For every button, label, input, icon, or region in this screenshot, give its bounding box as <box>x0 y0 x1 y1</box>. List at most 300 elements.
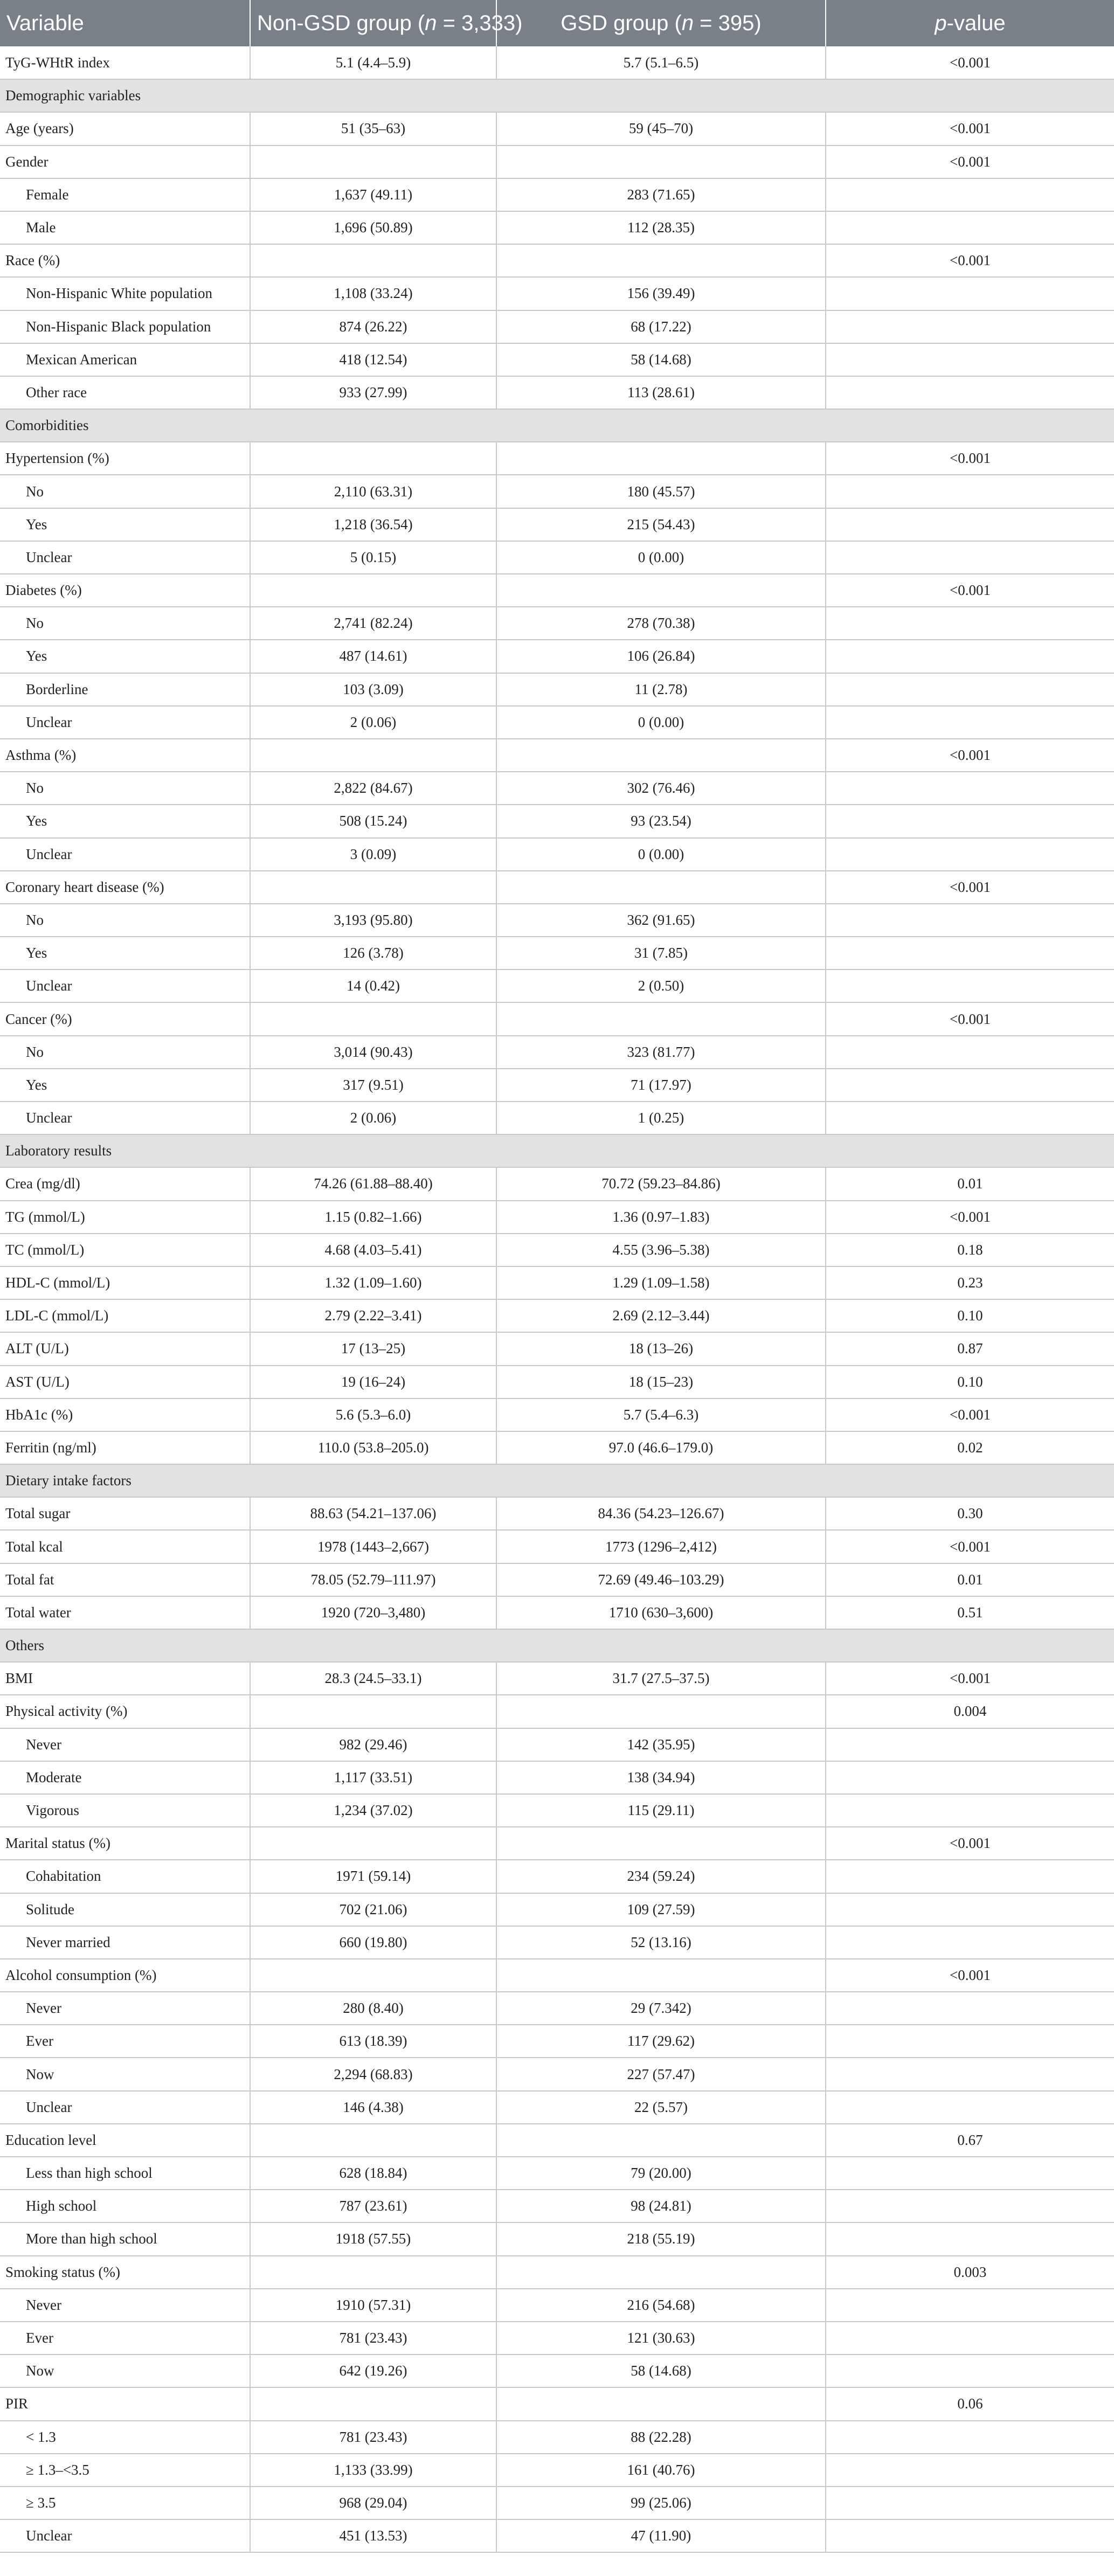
non-gsd-value-cell: 787 (23.61) <box>250 2190 496 2222</box>
subcategory-row <box>0 1069 1114 1102</box>
non-gsd-value-cell: 74.26 (61.88–88.40) <box>250 1167 496 1200</box>
p-value-cell: <0.001 <box>826 1201 1114 1234</box>
header-gsd-n: n <box>681 11 694 35</box>
p-value-cell: <0.001 <box>826 1827 1114 1860</box>
p-value-cell <box>826 1761 1114 1794</box>
header-non-gsd-suffix: = 3,333) <box>437 11 523 35</box>
header-variable <box>0 0 250 46</box>
gsd-value-cell: 278 (70.38) <box>496 607 826 640</box>
table-row <box>0 1234 1114 1266</box>
p-value-cell: 0.06 <box>826 2387 1114 2420</box>
non-gsd-value-cell: 1978 (1443–2,667) <box>250 1530 496 1563</box>
non-gsd-value-cell <box>250 2387 496 2420</box>
p-value-cell <box>826 673 1114 706</box>
p-value-cell: <0.001 <box>826 112 1114 145</box>
variable-cell: ALT (U/L) <box>0 1332 250 1365</box>
subcategory-row <box>0 277 1114 310</box>
gsd-value-cell: 113 (28.61) <box>496 376 826 409</box>
gsd-value-cell: 2.69 (2.12–3.44) <box>496 1299 826 1332</box>
p-value-cell <box>826 838 1114 871</box>
section-empty-cell <box>496 409 826 442</box>
gsd-value-cell: 161 (40.76) <box>496 2454 826 2487</box>
subcategory-row <box>0 1794 1114 1827</box>
variable-cell: Unclear <box>0 838 250 871</box>
p-value-cell: <0.001 <box>826 1002 1114 1035</box>
gsd-value-cell <box>496 2256 826 2289</box>
variable-cell: Total sugar <box>0 1497 250 1530</box>
p-value-cell <box>826 376 1114 409</box>
gsd-value-cell <box>496 1002 826 1035</box>
table-row <box>0 1366 1114 1398</box>
gsd-value-cell: 97.0 (46.6–179.0) <box>496 1431 826 1464</box>
p-value-cell: <0.001 <box>826 739 1114 772</box>
gsd-value-cell: 71 (17.97) <box>496 1069 826 1102</box>
subcategory-row <box>0 838 1114 871</box>
gsd-value-cell: 1773 (1296–2,412) <box>496 1530 826 1563</box>
non-gsd-value-cell: 1,637 (49.11) <box>250 178 496 211</box>
non-gsd-value-cell: 5 (0.15) <box>250 541 496 574</box>
subcategory-row <box>0 673 1114 706</box>
gsd-value-cell: 18 (13–26) <box>496 1332 826 1365</box>
non-gsd-value-cell: 19 (16–24) <box>250 1366 496 1398</box>
variable-cell: HbA1c (%) <box>0 1398 250 1431</box>
table-row <box>0 1201 1114 1234</box>
p-value-cell: 0.004 <box>826 1695 1114 1728</box>
header-row <box>0 0 1114 46</box>
gsd-value-cell: 218 (55.19) <box>496 2222 826 2255</box>
non-gsd-value-cell: 1,108 (33.24) <box>250 277 496 310</box>
section-empty-cell <box>496 1464 826 1497</box>
section-empty-cell <box>826 79 1114 112</box>
p-value-cell <box>826 607 1114 640</box>
non-gsd-value-cell: 451 (13.53) <box>250 2519 496 2552</box>
gsd-value-cell: 1.29 (1.09–1.58) <box>496 1266 826 1299</box>
variable-cell: BMI <box>0 1662 250 1695</box>
gsd-value-cell: 0 (0.00) <box>496 706 826 739</box>
subcategory-row <box>0 343 1114 376</box>
variable-cell: No <box>0 1036 250 1069</box>
non-gsd-value-cell: 317 (9.51) <box>250 1069 496 1102</box>
p-value-cell <box>826 1926 1114 1959</box>
variable-cell: Male <box>0 211 250 244</box>
gsd-value-cell: 323 (81.77) <box>496 1036 826 1069</box>
variable-cell: Unclear <box>0 541 250 574</box>
section-empty-cell <box>250 79 496 112</box>
variable-cell: Gender <box>0 146 250 178</box>
non-gsd-value-cell <box>250 1959 496 1992</box>
p-value-cell: <0.001 <box>826 1530 1114 1563</box>
p-value-cell <box>826 937 1114 970</box>
non-gsd-value-cell: 2,741 (82.24) <box>250 607 496 640</box>
non-gsd-value-cell: 3 (0.09) <box>250 838 496 871</box>
gsd-value-cell: 0 (0.00) <box>496 541 826 574</box>
p-value-cell <box>826 475 1114 508</box>
subcategory-row <box>0 1926 1114 1959</box>
variable-cell: Ever <box>0 2322 250 2355</box>
section-label: Demographic variables <box>0 79 250 112</box>
non-gsd-value-cell <box>250 244 496 277</box>
non-gsd-value-cell: 2.79 (2.22–3.41) <box>250 1299 496 1332</box>
gsd-value-cell: 99 (25.06) <box>496 2487 826 2519</box>
header-non-gsd-n: n <box>425 11 437 35</box>
subcategory-row <box>0 2487 1114 2519</box>
subcategory-row <box>0 2421 1114 2454</box>
p-value-cell <box>826 1102 1114 1134</box>
p-value-cell <box>826 805 1114 837</box>
non-gsd-value-cell <box>250 871 496 904</box>
table-row <box>0 1497 1114 1530</box>
gsd-value-cell <box>496 442 826 475</box>
non-gsd-value-cell: 781 (23.43) <box>250 2322 496 2355</box>
table-row <box>0 1530 1114 1563</box>
p-value-cell: <0.001 <box>826 871 1114 904</box>
gsd-value-cell: 59 (45–70) <box>496 112 826 145</box>
gsd-value-cell: 216 (54.68) <box>496 2289 826 2322</box>
subcategory-row <box>0 1728 1114 1761</box>
header-gsd-group <box>496 0 826 46</box>
subcategory-row <box>0 2454 1114 2487</box>
variable-cell: Borderline <box>0 673 250 706</box>
table-row <box>0 1266 1114 1299</box>
variable-cell: Cancer (%) <box>0 1002 250 1035</box>
p-value-cell <box>826 1992 1114 2025</box>
gsd-value-cell <box>496 244 826 277</box>
header-variable-label: Variable <box>6 11 84 35</box>
p-value-cell: 0.30 <box>826 1497 1114 1530</box>
section-empty-cell <box>496 1629 826 1662</box>
non-gsd-value-cell: 88.63 (54.21–137.06) <box>250 1497 496 1530</box>
p-value-cell: <0.001 <box>826 1398 1114 1431</box>
p-value-cell <box>826 1728 1114 1761</box>
table-row <box>0 1398 1114 1431</box>
gsd-value-cell: 58 (14.68) <box>496 2355 826 2387</box>
variable-cell: Unclear <box>0 2091 250 2124</box>
p-value-cell: <0.001 <box>826 244 1114 277</box>
header-non-gsd-group <box>250 0 523 46</box>
non-gsd-value-cell: 103 (3.09) <box>250 673 496 706</box>
variable-cell: Never <box>0 2289 250 2322</box>
non-gsd-value-cell: 702 (21.06) <box>250 1893 496 1926</box>
p-value-cell: 0.003 <box>826 2256 1114 2289</box>
variable-cell: Asthma (%) <box>0 739 250 772</box>
gsd-value-cell: 117 (29.62) <box>496 2025 826 2058</box>
non-gsd-value-cell: 2 (0.06) <box>250 1102 496 1134</box>
non-gsd-value-cell: 2,294 (68.83) <box>250 2058 496 2090</box>
p-value-cell: <0.001 <box>826 1662 1114 1695</box>
subcategory-row <box>0 2289 1114 2322</box>
non-gsd-value-cell <box>250 2256 496 2289</box>
gsd-value-cell: 4.55 (3.96–5.38) <box>496 1234 826 1266</box>
variable-cell: ≥ 1.3–<3.5 <box>0 2454 250 2487</box>
p-value-cell <box>826 1893 1114 1926</box>
table-row <box>0 1662 1114 1695</box>
subcategory-row <box>0 2322 1114 2355</box>
gsd-value-cell: 362 (91.65) <box>496 904 826 937</box>
non-gsd-value-cell: 1,696 (50.89) <box>250 211 496 244</box>
gsd-value-cell: 1710 (630–3,600) <box>496 1596 826 1629</box>
p-value-cell: 0.67 <box>826 2124 1114 2157</box>
section-empty-cell <box>496 79 826 112</box>
p-value-cell <box>826 1036 1114 1069</box>
variable-cell: TC (mmol/L) <box>0 1234 250 1266</box>
gsd-value-cell: 156 (39.49) <box>496 277 826 310</box>
variable-cell: Less than high school <box>0 2157 250 2190</box>
non-gsd-value-cell: 613 (18.39) <box>250 2025 496 2058</box>
non-gsd-value-cell: 1971 (59.14) <box>250 1860 496 1893</box>
variable-cell: Never married <box>0 1926 250 1959</box>
variable-cell: Unclear <box>0 2519 250 2552</box>
non-gsd-value-cell: 3,193 (95.80) <box>250 904 496 937</box>
header-non-gsd-prefix: Non-GSD group ( <box>257 11 425 35</box>
variable-cell: Now <box>0 2355 250 2387</box>
variable-cell: Yes <box>0 640 250 673</box>
non-gsd-value-cell: 642 (19.26) <box>250 2355 496 2387</box>
p-value-cell <box>826 2190 1114 2222</box>
variable-cell: Total water <box>0 1596 250 1629</box>
p-value-cell <box>826 508 1114 541</box>
non-gsd-value-cell <box>250 1695 496 1728</box>
gsd-value-cell: 29 (7.342) <box>496 1992 826 2025</box>
section-empty-cell <box>826 1464 1114 1497</box>
subcategory-row <box>0 2355 1114 2387</box>
subcategory-row <box>0 607 1114 640</box>
variable-cell: Crea (mg/dl) <box>0 1167 250 1200</box>
non-gsd-value-cell: 933 (27.99) <box>250 376 496 409</box>
p-value-cell: <0.001 <box>826 1959 1114 1992</box>
p-value-cell <box>826 706 1114 739</box>
table-row <box>0 146 1114 178</box>
section-label: Others <box>0 1629 250 1662</box>
variable-cell: Education level <box>0 2124 250 2157</box>
variable-cell: Unclear <box>0 706 250 739</box>
subcategory-row <box>0 970 1114 1002</box>
header-p-value <box>826 0 1114 46</box>
gsd-value-cell: 52 (13.16) <box>496 1926 826 1959</box>
table-row <box>0 244 1114 277</box>
gsd-value-cell <box>496 871 826 904</box>
p-value-cell <box>826 2519 1114 2552</box>
non-gsd-value-cell: 1.15 (0.82–1.66) <box>250 1201 496 1234</box>
p-value-cell <box>826 640 1114 673</box>
non-gsd-value-cell: 2,822 (84.67) <box>250 772 496 805</box>
p-value-cell <box>826 310 1114 343</box>
gsd-value-cell: 215 (54.43) <box>496 508 826 541</box>
variable-cell: Unclear <box>0 1102 250 1134</box>
variable-cell: Non-Hispanic Black population <box>0 310 250 343</box>
p-value-cell <box>826 970 1114 1002</box>
section-empty-cell <box>826 1134 1114 1167</box>
non-gsd-value-cell: 487 (14.61) <box>250 640 496 673</box>
variable-cell: Diabetes (%) <box>0 574 250 607</box>
non-gsd-value-cell: 78.05 (52.79–111.97) <box>250 1563 496 1596</box>
section-empty-cell <box>250 1134 496 1167</box>
non-gsd-value-cell <box>250 1002 496 1035</box>
non-gsd-value-cell: 4.68 (4.03–5.41) <box>250 1234 496 1266</box>
non-gsd-value-cell: 1,133 (33.99) <box>250 2454 496 2487</box>
non-gsd-value-cell: 508 (15.24) <box>250 805 496 837</box>
variable-cell: Cohabitation <box>0 1860 250 1893</box>
variable-cell: Vigorous <box>0 1794 250 1827</box>
gsd-value-cell: 115 (29.11) <box>496 1794 826 1827</box>
table-row <box>0 112 1114 145</box>
gsd-value-cell <box>496 574 826 607</box>
section-empty-cell <box>250 1629 496 1662</box>
subcategory-row <box>0 2157 1114 2190</box>
gsd-value-cell: 11 (2.78) <box>496 673 826 706</box>
p-value-cell: 0.87 <box>826 1332 1114 1365</box>
subcategory-row <box>0 904 1114 937</box>
non-gsd-value-cell: 2 (0.06) <box>250 706 496 739</box>
section-empty-cell <box>826 1629 1114 1662</box>
variable-cell: Ever <box>0 2025 250 2058</box>
table-row <box>0 739 1114 772</box>
variable-cell: Female <box>0 178 250 211</box>
p-value-cell <box>826 2454 1114 2487</box>
p-value-cell <box>826 1069 1114 1102</box>
non-gsd-value-cell: 1.32 (1.09–1.60) <box>250 1266 496 1299</box>
variable-cell: Non-Hispanic White population <box>0 277 250 310</box>
variable-cell: Age (years) <box>0 112 250 145</box>
non-gsd-value-cell: 982 (29.46) <box>250 1728 496 1761</box>
variable-cell: Yes <box>0 1069 250 1102</box>
non-gsd-value-cell: 51 (35–63) <box>250 112 496 145</box>
p-value-cell <box>826 1860 1114 1893</box>
non-gsd-value-cell: 1918 (57.55) <box>250 2222 496 2255</box>
non-gsd-value-cell <box>250 1827 496 1860</box>
variable-cell: Coronary heart disease (%) <box>0 871 250 904</box>
p-value-cell <box>826 904 1114 937</box>
table-row <box>0 2124 1114 2157</box>
non-gsd-value-cell: 660 (19.80) <box>250 1926 496 1959</box>
non-gsd-value-cell: 126 (3.78) <box>250 937 496 970</box>
p-value-cell: 0.51 <box>826 1596 1114 1629</box>
subcategory-row <box>0 772 1114 805</box>
p-value-cell: 0.10 <box>826 1299 1114 1332</box>
p-value-cell: 0.02 <box>826 1431 1114 1464</box>
gsd-value-cell: 138 (34.94) <box>496 1761 826 1794</box>
gsd-value-cell: 106 (26.84) <box>496 640 826 673</box>
gsd-value-cell: 1.36 (0.97–1.83) <box>496 1201 826 1234</box>
subcategory-row <box>0 2091 1114 2124</box>
non-gsd-value-cell: 110.0 (53.8–205.0) <box>250 1431 496 1464</box>
section-empty-cell <box>496 1134 826 1167</box>
gsd-value-cell <box>496 1827 826 1860</box>
variable-cell: Smoking status (%) <box>0 2256 250 2289</box>
table-row <box>0 1002 1114 1035</box>
variable-cell: HDL-C (mmol/L) <box>0 1266 250 1299</box>
p-value-cell <box>826 277 1114 310</box>
gsd-value-cell: 234 (59.24) <box>496 1860 826 1893</box>
p-value-cell: 0.18 <box>826 1234 1114 1266</box>
subcategory-row <box>0 1860 1114 1893</box>
subcategory-row <box>0 2058 1114 2090</box>
subcategory-row <box>0 1102 1114 1134</box>
variable-cell: Yes <box>0 508 250 541</box>
non-gsd-value-cell <box>250 442 496 475</box>
subcategory-row <box>0 211 1114 244</box>
section-label: Laboratory results <box>0 1134 250 1167</box>
variable-cell: ≥ 3.5 <box>0 2487 250 2519</box>
table-row <box>0 1563 1114 1596</box>
gsd-value-cell: 1 (0.25) <box>496 1102 826 1134</box>
p-value-cell: <0.001 <box>826 574 1114 607</box>
gsd-value-cell: 98 (24.81) <box>496 2190 826 2222</box>
gsd-value-cell: 109 (27.59) <box>496 1893 826 1926</box>
header-gsd-suffix: = 395) <box>694 11 762 35</box>
gsd-value-cell: 227 (57.47) <box>496 2058 826 2090</box>
non-gsd-value-cell: 14 (0.42) <box>250 970 496 1002</box>
subcategory-row <box>0 475 1114 508</box>
variable-cell: Marital status (%) <box>0 1827 250 1860</box>
gsd-value-cell: 18 (15–23) <box>496 1366 826 1398</box>
table-row <box>0 1596 1114 1629</box>
variable-cell: AST (U/L) <box>0 1366 250 1398</box>
table-row <box>0 1827 1114 1860</box>
p-value-cell <box>826 2289 1114 2322</box>
variable-cell: Total fat <box>0 1563 250 1596</box>
non-gsd-value-cell: 874 (26.22) <box>250 310 496 343</box>
gsd-value-cell <box>496 1959 826 1992</box>
header-gsd-prefix: GSD group ( <box>561 11 682 35</box>
non-gsd-value-cell: 280 (8.40) <box>250 1992 496 2025</box>
variable-cell: No <box>0 607 250 640</box>
non-gsd-value-cell: 1910 (57.31) <box>250 2289 496 2322</box>
variable-cell: Unclear <box>0 970 250 1002</box>
variable-cell: Yes <box>0 937 250 970</box>
subcategory-row <box>0 508 1114 541</box>
non-gsd-value-cell: 17 (13–25) <box>250 1332 496 1365</box>
variable-cell: < 1.3 <box>0 2421 250 2454</box>
subcategory-row <box>0 2025 1114 2058</box>
subcategory-row <box>0 805 1114 837</box>
non-gsd-value-cell: 1920 (720–3,480) <box>250 1596 496 1629</box>
variable-cell: Never <box>0 1728 250 1761</box>
variable-cell: Hypertension (%) <box>0 442 250 475</box>
non-gsd-value-cell: 3,014 (90.43) <box>250 1036 496 1069</box>
variable-cell: TyG-WHtR index <box>0 46 250 79</box>
variable-cell: More than high school <box>0 2222 250 2255</box>
p-value-cell <box>826 2025 1114 2058</box>
table-row <box>0 1332 1114 1365</box>
subcategory-row <box>0 706 1114 739</box>
gsd-value-cell: 72.69 (49.46–103.29) <box>496 1563 826 1596</box>
subcategory-row <box>0 2519 1114 2552</box>
gsd-value-cell: 70.72 (59.23–84.86) <box>496 1167 826 1200</box>
table-header <box>0 0 1114 46</box>
non-gsd-value-cell: 1,117 (33.51) <box>250 1761 496 1794</box>
gsd-value-cell <box>496 2387 826 2420</box>
table-row <box>0 1695 1114 1728</box>
header-p-italic: p <box>935 11 947 35</box>
subcategory-row <box>0 541 1114 574</box>
subcategory-row <box>0 310 1114 343</box>
variable-cell: No <box>0 475 250 508</box>
table-row <box>0 1431 1114 1464</box>
gsd-value-cell: 93 (23.54) <box>496 805 826 837</box>
subcategory-row <box>0 640 1114 673</box>
gsd-value-cell: 5.7 (5.1–6.5) <box>496 46 826 79</box>
non-gsd-value-cell: 146 (4.38) <box>250 2091 496 2124</box>
p-value-cell <box>826 541 1114 574</box>
variable-cell: Ferritin (ng/ml) <box>0 1431 250 1464</box>
non-gsd-value-cell: 2,110 (63.31) <box>250 475 496 508</box>
subcategory-row <box>0 1036 1114 1069</box>
gsd-value-cell: 2 (0.50) <box>496 970 826 1002</box>
gsd-value-cell: 22 (5.57) <box>496 2091 826 2124</box>
section-empty-cell <box>826 409 1114 442</box>
p-value-cell <box>826 772 1114 805</box>
gsd-value-cell: 112 (28.35) <box>496 211 826 244</box>
